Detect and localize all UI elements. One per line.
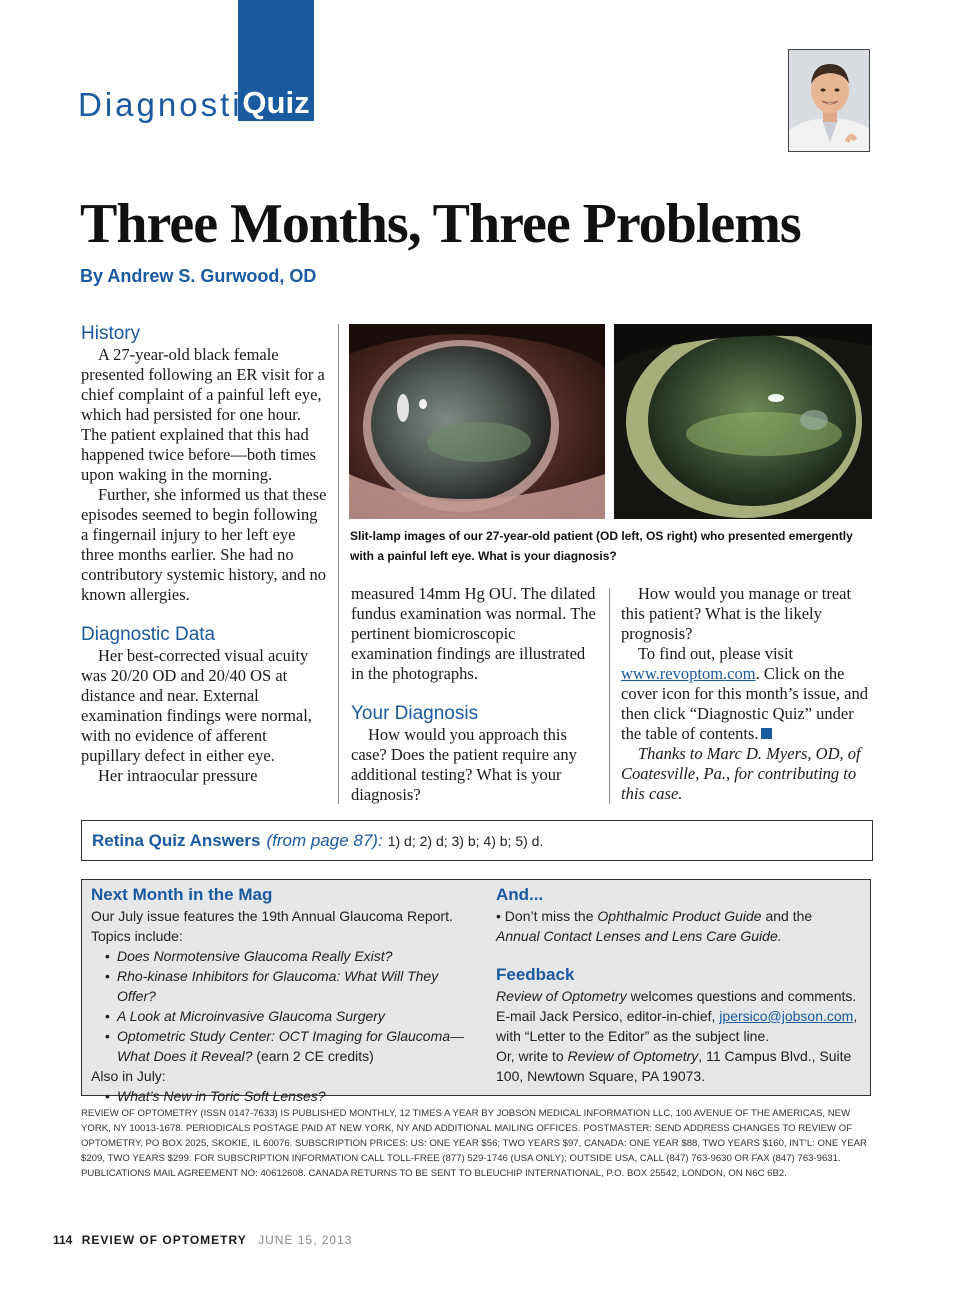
feedback-text bbox=[496, 986, 864, 1046]
publication-name: Review of Optometry bbox=[567, 1048, 699, 1064]
also-list bbox=[91, 1086, 471, 1106]
email-link[interactable]: jpersico@jobson.com bbox=[719, 1008, 854, 1024]
department-tab-label: Quiz bbox=[242, 85, 310, 120]
ce-credits: (earn 2 CE credits) bbox=[256, 1048, 374, 1064]
figure-caption: Slit-lamp images of our 27-year-old patient (OD left, OS right) who presented emergently with a painful left eye. What is your diagnosis? bbox=[350, 529, 853, 563]
list-item: • Does Normotensive Glaucoma Really Exist? bbox=[105, 946, 471, 966]
also-in-july-label: Also in July: bbox=[91, 1068, 166, 1084]
diagnostic-data-paragraph-2-end: measured 14mm Hg OU. The dilated fundus examination was normal. The pertinent biomicroscopic examination findings are illustrated in the photographs. bbox=[351, 584, 596, 683]
slit-lamp-image-os bbox=[614, 324, 872, 519]
next-month-section bbox=[91, 884, 471, 1106]
history-paragraph-2: Further, she informed us that these episodes seemed to begin following a fingernail injury to her left eye three months earlier. She had no contributory systemic history, and no known allergies. bbox=[81, 485, 327, 604]
and-heading: And... bbox=[496, 885, 544, 904]
column-rule-2 bbox=[609, 588, 610, 804]
page-footer bbox=[53, 1233, 352, 1247]
end-mark-icon bbox=[761, 728, 772, 739]
article-title: Three Months, Three Problems bbox=[80, 193, 801, 255]
product-guide-title: Ophthalmic Product Guide bbox=[597, 908, 762, 924]
next-month-list bbox=[91, 946, 471, 1066]
legal-notice: REVIEW OF OPTOMETRY (ISSN 0147-7633) IS PUBLISHED MONTHLY, 12 TIMES A YEAR BY JOBSON MEDICAL INFORMATION LLC, 100 AVENUE OF THE AMERICAS, NEW YORK, NY 10013-1678. PERIODICALS POSTAGE PAID AT NEW YORK, NY AND ADDITIONAL MAILING OFFICES. POSTMASTER: SEND ADDRESS CHANGES TO REVIEW OF OPTOMETRY, PO BOX 2025, SKOKIE, IL 60076. SUBSCRIPTION PRICES: US: ONE YEAR $56; TWO YEARS $97, CANADA: ONE YEAR $88, TWO YEARS $160, INT’L: ONE YEAR $209, TWO YEARS $299. FOR SUBSCRIPTION INFORMATION CALL TOLL-FREE (877) 529-1746 (USA ONLY); OUTSIDE USA, CALL (847) 763-9630 OR FAX (847) 763-9631. PUBLICATIONS MAIL AGREEMENT NO: 40612608. CANADA RETURNS TO BE SENT TO BLEUCHIP INTERNATIONAL, P.O. BOX 25542, LONDON, ON N6C 6B2. bbox=[81, 1108, 867, 1179]
list-item: • What’s New in Toric Soft Lenses? bbox=[105, 1086, 471, 1106]
feedback-text-1: welcomes questions and comments. E-mail Jack Persico, editor-in-chief, bbox=[496, 988, 857, 1024]
info-box bbox=[81, 879, 871, 1104]
mail-address bbox=[496, 1046, 864, 1086]
feedback-heading: Feedback bbox=[496, 965, 575, 984]
column-1 bbox=[81, 323, 327, 786]
slit-lamp-image-od bbox=[349, 324, 605, 519]
column-2 bbox=[351, 584, 596, 805]
and-mid: and the bbox=[761, 908, 813, 924]
column-3 bbox=[621, 584, 871, 804]
department-label bbox=[78, 84, 262, 124]
your-diagnosis-paragraph-3 bbox=[621, 644, 871, 744]
next-month-intro: Our July issue features the 19th Annual Glaucoma Report. Topics include: bbox=[91, 908, 453, 944]
revoptom-link[interactable]: www.revoptom.com bbox=[621, 664, 756, 683]
visit-text: To find out, please visit bbox=[638, 644, 794, 663]
publication-title: REVIEW OF OPTOMETRY bbox=[81, 1233, 247, 1247]
list-item bbox=[105, 1026, 471, 1066]
your-diagnosis-paragraph-1: How would you approach this case? Does the patient require any additional testing? What is your diagnosis? bbox=[351, 725, 577, 804]
list-item: • Rho-kinase Inhibitors for Glaucoma: What Will They Offer? bbox=[105, 966, 471, 1006]
contact-lens-guide-title: Annual Contact Lenses and Lens Care Guide. bbox=[496, 928, 782, 944]
feedback-text-2: , with “Letter to the Editor” as the subject line. bbox=[496, 1008, 858, 1044]
list-item: • A Look at Microinvasive Glaucoma Surgery bbox=[105, 1006, 471, 1026]
column-rule-1 bbox=[338, 324, 339, 804]
department-word: Diagnostic bbox=[78, 86, 263, 123]
thanks-note: Thanks to Marc D. Myers, OD, of Coatesville, Pa., for contributing to this case. bbox=[621, 744, 861, 803]
page-number: 114 bbox=[53, 1233, 73, 1247]
your-diagnosis-heading: Your Diagnosis bbox=[351, 703, 479, 724]
byline: By Andrew S. Gurwood, OD bbox=[80, 266, 317, 286]
diagnostic-data-heading: Diagnostic Data bbox=[81, 624, 216, 645]
mail-text-1: Or, write to bbox=[496, 1048, 568, 1064]
and-text bbox=[496, 906, 864, 946]
and-prefix: • Don’t miss the bbox=[496, 908, 598, 924]
issue-date: JUNE 15, 2013 bbox=[258, 1233, 353, 1247]
history-paragraph-1: A 27-year-old black female presented following an ER visit for a chief complaint of a painful left eye, which had persisted for one hour. The patient explained that this had happened twice before—both times upon waking in the morning. bbox=[81, 345, 325, 484]
publication-name: Review of Optometry bbox=[496, 988, 627, 1004]
and-feedback-section bbox=[496, 884, 864, 1086]
retina-quiz-answers: 1) d; 2) d; 3) b; 4) b; 5) d. bbox=[387, 832, 544, 849]
mail-text-2: , 11 Campus Blvd., Suite 100, Newtown Square, PA 19073. bbox=[496, 1048, 852, 1084]
next-month-heading: Next Month in the Mag bbox=[91, 885, 273, 904]
instructions-text: . Click on the cover icon for this month’s issue, and then click “Diagnostic Quiz” under the table of contents. bbox=[621, 664, 869, 743]
your-diagnosis-paragraph-2: How would you manage or treat this patient? What is the likely prognosis? bbox=[621, 584, 852, 643]
history-heading: History bbox=[81, 323, 141, 344]
retina-quiz-title: Retina Quiz Answers bbox=[92, 830, 261, 850]
retina-quiz-source: (from page 87): bbox=[266, 830, 383, 850]
retina-quiz-answers-box bbox=[81, 820, 873, 861]
diagnostic-data-paragraph-1: Her best-corrected visual acuity was 20/20 OD and 20/40 OS at distance and near. External examination findings were normal, with no evidence of afferent pupillary defect in either eye. bbox=[81, 646, 312, 765]
list-item-text: Optometric Study Center: OCT Imaging for Glaucoma—What Does it Reveal? bbox=[117, 1028, 465, 1064]
diagnostic-data-paragraph-2-start: Her intraocular pressure bbox=[98, 766, 258, 785]
author-photo bbox=[788, 49, 870, 152]
